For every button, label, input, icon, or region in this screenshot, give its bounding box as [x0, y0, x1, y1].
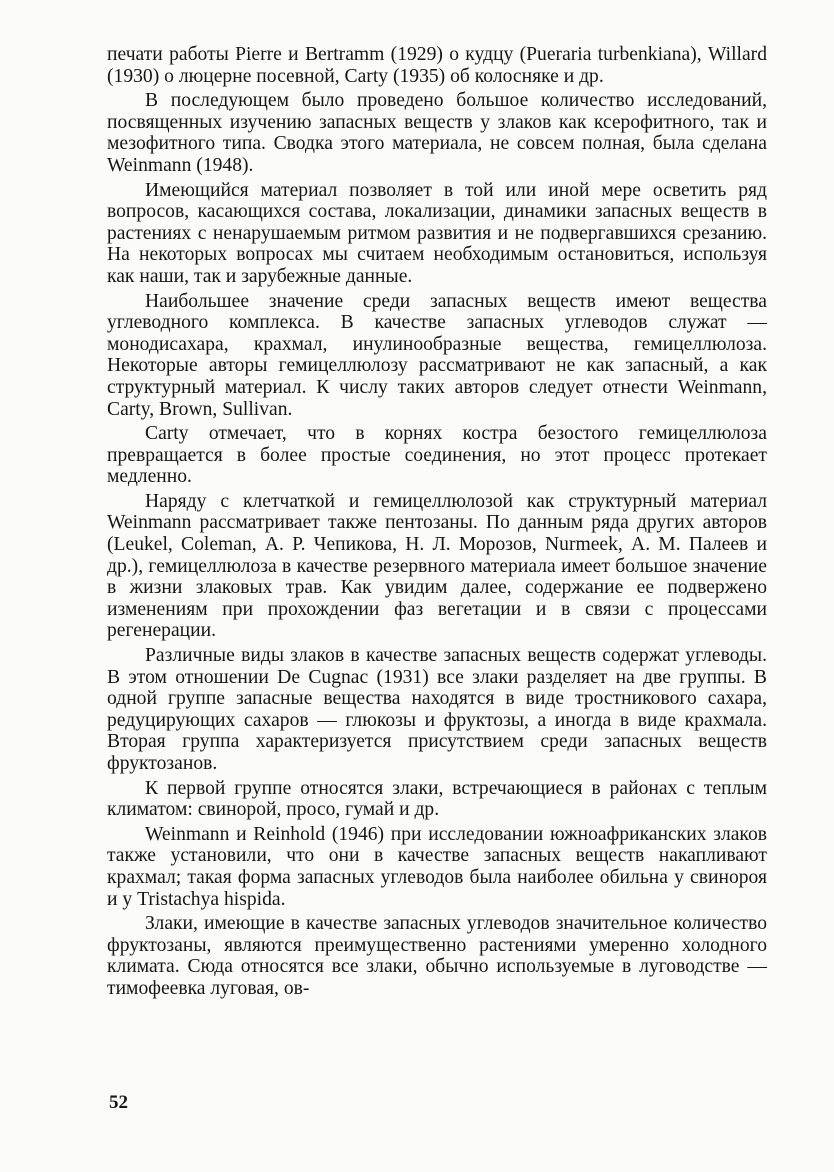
paragraph: Weinmann и Reinhold (1946) при исследовании южноафриканских злаков также установили, что они в качестве запасных веществ накапливают крахмал; такая форма запасных углеводов была наиболее обильна у свинороя и у Tristachya hispida. [107, 823, 767, 910]
paragraph: Различные виды злаков в качестве запасных веществ содержат углеводы. В этом отношении De Cugnac (1931) все злаки разделяет на две группы. В одной группе запасные вещества находятся в виде тростникового сахара, редуцирующих сахаров — глюкозы и фруктозы, а иногда в виде крахмала. Вторая группа характеризуется присутствием среди запасных веществ фруктозанов. [107, 645, 767, 774]
paragraph: Имеющийся материал позволяет в той или иной мере осветить ряд вопросов, касающихся состава, локализации, динамики запасных веществ в растениях с ненарушаемым ритмом развития и не подвергавшихся срезанию. На некоторых вопросах мы считаем необходимым остановиться, используя как наши, так и зарубежные данные. [107, 179, 767, 287]
page-body-text [107, 44, 767, 1000]
page-number: 52 [109, 1092, 128, 1113]
paragraph: В последующем было проведено большое количество исследований, посвященных изучению запасных веществ у злаков как ксерофитного, так и мезофитного типа. Сводка этого материала, не совсем полная, была сделана Weinmann (1948). [107, 90, 767, 176]
paragraph: Наибольшее значение среди запасных веществ имеют вещества углеводного комплекса. В качестве запасных углеводов служат — монодисахара, крахмал, инулинообразные вещества, гемицеллюлоза. Некоторые авторы гемицеллюлозу рассматривают не как запасный, а как структурный материал. К числу таких авторов следует отнести Weinmann, Carty, Brown, Sullivan. [107, 290, 767, 420]
paragraph-continued: печати работы Pierre и Bertramm (1929) о кудцу (Pueraria turbenkiana), Willard (1930) о люцерне посевной, Carty (1935) об колосняке и др. [107, 44, 767, 87]
paragraph: Злаки, имеющие в качестве запасных углеводов значительное количество фруктозаны, являются преимущественно растениями умеренно холодного климата. Сюда относятся все злаки, обычно используемые в луговодстве — тимофеевка луговая, ов- [107, 913, 767, 999]
paragraph: Наряду с клетчаткой и гемицеллюлозой как структурный материал Weinmann рассматривает также пентозаны. По данным ряда других авторов (Leukel, Coleman, А. Р. Чепикова, Н. Л. Морозов, Nurmeek, А. М. Палеев и др.), гемицеллюлоза в качестве резервного материала имеет большое значение в жизни злаковых трав. Как увидим далее, содержание ее подвержено изменениям при прохождении фаз вегетации и в связи с процессами регенерации. [107, 490, 767, 642]
paragraph: К первой группе относятся злаки, встречающиеся в районах с теплым климатом: свинорой, просо, гумай и др. [107, 777, 767, 821]
paragraph: Carty отмечает, что в корнях костра безостого гемицеллюлоза превращается в более простые соединения, но этот процесс протекает медленно. [107, 423, 767, 488]
